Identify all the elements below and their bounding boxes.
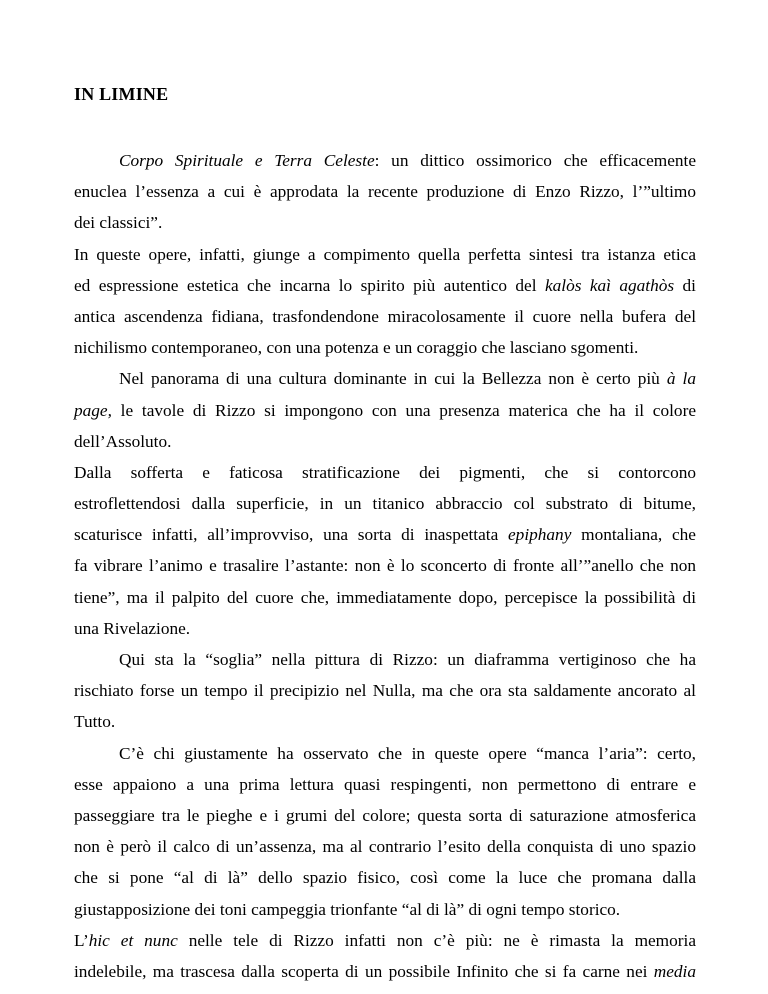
- text-line: [74, 925, 696, 956]
- italic-phrase: à la: [666, 369, 696, 389]
- text-line: [74, 519, 696, 550]
- text-line: [74, 426, 696, 457]
- text-segment: indelebile, ma trascesa dalla scoperta di un possibile Infinito che si fa carne nei: [74, 961, 654, 981]
- text-segment: ed espressione estetica che incarna lo spirito più autentico del: [74, 275, 545, 295]
- text-line: [74, 395, 696, 426]
- text-segment: C’è chi giustamente ha osservato che in queste opere “manca l’aria”: certo,: [119, 743, 696, 763]
- text-segment: estroflettendosi dalla superficie, in un titanico abbraccio col substrato di bitume,: [74, 494, 696, 514]
- text-line: [74, 894, 696, 925]
- text-segment: le tavole di Rizzo si impongono con una presenza materica che ha il colore: [111, 400, 696, 420]
- text-line: [74, 176, 696, 207]
- italic-phrase: page,: [74, 400, 112, 420]
- text-line: [74, 706, 696, 737]
- text-line: [74, 207, 696, 238]
- text-segment: L’: [74, 930, 89, 950]
- text-segment: che si pone “al di là” dello spazio fisico, così come la luce che promana dalla: [74, 868, 696, 888]
- text-line: [74, 488, 696, 519]
- text-line: [74, 738, 696, 769]
- text-segment: giustapposizione dei toni campeggia trionfante “al di là” di ogni tempo storico.: [74, 899, 621, 919]
- text-line: [74, 457, 696, 488]
- text-segment: Qui sta la “soglia” nella pittura di Rizzo: un diaframma vertiginoso che ha: [119, 650, 696, 669]
- text-line: [74, 644, 696, 675]
- text-segment: dei classici”.: [74, 213, 163, 233]
- text-line: [74, 956, 696, 987]
- text-segment: nichilismo contemporaneo, con una potenza e un coraggio che lasciano sgomenti.: [74, 338, 639, 358]
- text-line: [74, 239, 696, 270]
- text-line: [74, 613, 696, 644]
- text-segment: passeggiare tra le pieghe e i grumi del colore; questa sorta di saturazione atmosferica: [74, 805, 696, 825]
- text-segment: non è però il calco di un’assenza, ma al contrario l’esito della conquista di uno spazio: [74, 837, 696, 857]
- text-line: [74, 332, 696, 363]
- text-line: [74, 675, 696, 706]
- text-segment: In queste opere, infatti, giunge a compimento quella perfetta sintesi tra istanza etica: [74, 244, 696, 264]
- text-segment: Dalla sofferta e faticosa stratificazione dei pigmenti, che si contorcono: [74, 462, 696, 482]
- text-line: [74, 363, 696, 394]
- text-line: [74, 800, 696, 831]
- text-line: [74, 301, 696, 332]
- text-line: [74, 769, 696, 800]
- text-segment: scaturisce infatti, all’improvviso, una sorta di inaspettata: [74, 525, 509, 545]
- text-segment: una Rivelazione.: [74, 618, 191, 638]
- italic-phrase: Corpo Spirituale e Terra Celeste: [119, 151, 375, 170]
- text-line: [74, 145, 696, 176]
- text-segment: enuclea l’essenza a cui è approdata la recente produzione di Enzo Rizzo, l’”ultimo: [74, 182, 696, 202]
- text-segment: : un dittico ossimorico che efficacemente: [374, 151, 696, 170]
- text-line: [74, 862, 696, 893]
- text-line: [74, 270, 696, 301]
- text-line: [74, 831, 696, 862]
- italic-phrase: hic et nunc: [88, 930, 178, 950]
- text-segment: fa vibrare l’animo e trasalire l’astante: non è lo sconcerto di fronte all’”anello che non: [74, 556, 696, 576]
- text-segment: esse appaiono a una prima lettura quasi respingenti, non permettono di entrare e: [74, 774, 696, 794]
- text-segment: nelle tele di Rizzo infatti non c’è più: ne è rimasta la memoria: [177, 930, 696, 950]
- section-heading: IN LIMINE: [74, 84, 169, 104]
- body-text: [74, 145, 696, 987]
- text-segment: antica ascendenza fidiana, trasfondendone miracolosamente il cuore nella bufera del: [74, 306, 696, 326]
- italic-phrase: media: [653, 961, 696, 981]
- text-segment: Nel panorama di una cultura dominante in cui la Bellezza non è certo più: [119, 369, 667, 389]
- text-segment: tiene”, ma il palpito del cuore che, immediatamente dopo, percepisce la possibilità di: [74, 587, 696, 607]
- text-segment: montaliana, che: [571, 525, 696, 545]
- text-segment: rischiato forse un tempo il precipizio nel Nulla, ma che ora sta saldamente ancorato al: [74, 681, 696, 701]
- italic-phrase: kalòs kaì agathòs: [544, 275, 675, 295]
- text-line: [74, 550, 696, 581]
- italic-phrase: epiphany: [508, 525, 572, 545]
- text-segment: Tutto.: [74, 712, 116, 732]
- text-line: [74, 582, 696, 613]
- text-segment: dell’Assoluto.: [74, 431, 172, 451]
- text-segment: di: [674, 275, 696, 295]
